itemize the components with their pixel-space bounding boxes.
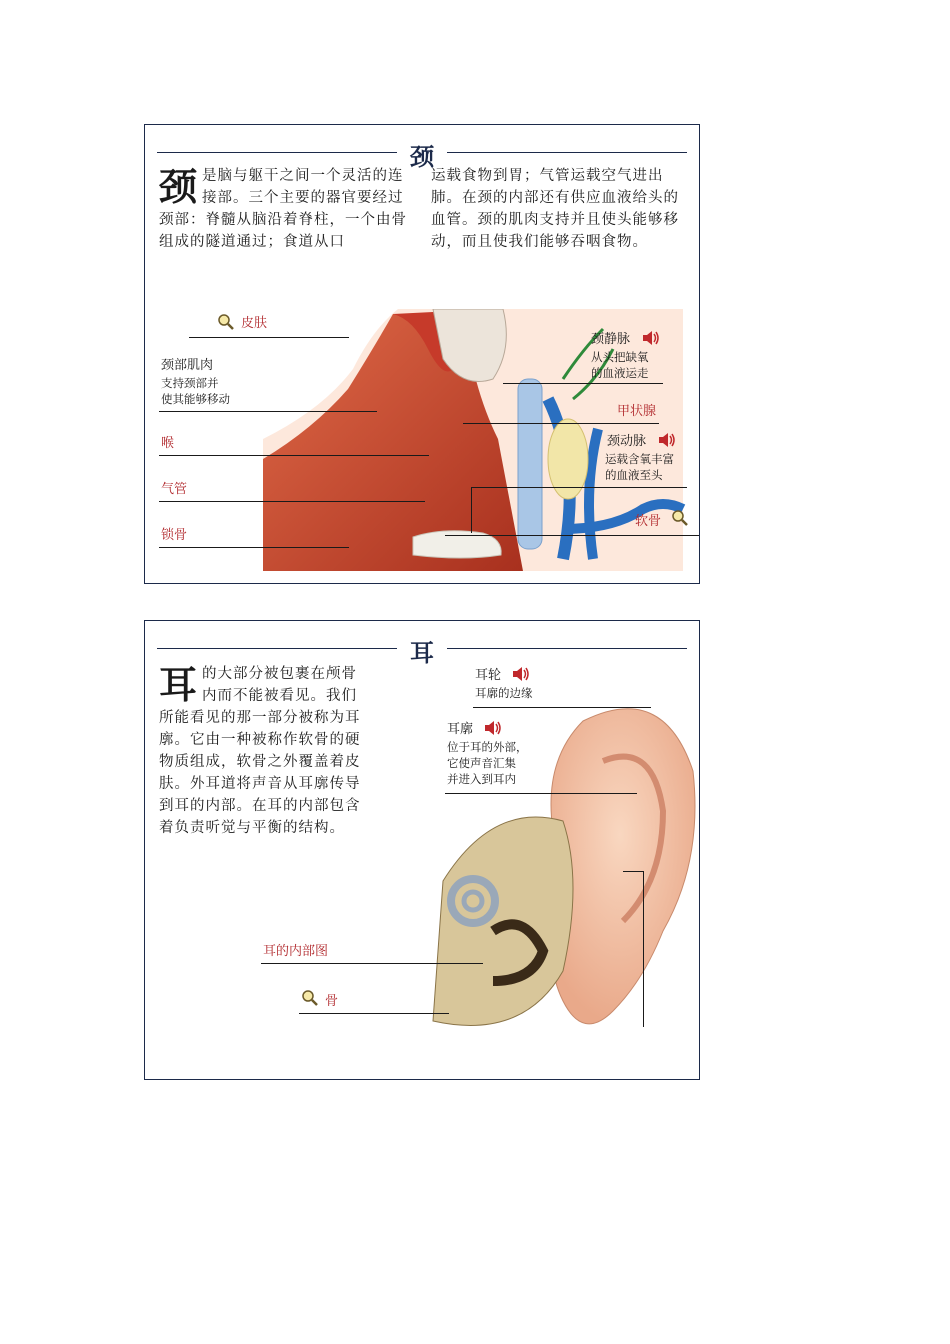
ear-dropcap: 耳 xyxy=(159,662,199,707)
leader-canal xyxy=(623,871,643,872)
label-larynx: 喉 xyxy=(161,436,175,451)
leader-cartilage xyxy=(445,535,699,536)
speaker-icon[interactable] xyxy=(641,329,661,351)
leader-larynx xyxy=(159,455,429,456)
jugular-desc: 从头把缺氧 的血液运走 xyxy=(591,350,649,380)
label-thyroid: 甲状腺 xyxy=(617,404,657,419)
helix-desc: 耳廓的边缘 xyxy=(475,686,533,700)
label-jugular: 颈静脉 xyxy=(591,332,631,347)
leader-canal-vert xyxy=(643,871,644,1027)
leader-carotid-vert xyxy=(471,487,472,533)
speaker-icon[interactable] xyxy=(511,665,531,687)
speaker-icon[interactable] xyxy=(483,719,503,741)
leader-auricle xyxy=(445,793,637,794)
leader-muscle xyxy=(159,411,377,412)
ear-card xyxy=(144,620,700,1080)
magnifier-icon[interactable] xyxy=(671,509,689,531)
leader-clavicle xyxy=(159,547,349,548)
label-auricle: 耳廓 xyxy=(447,722,474,737)
leader-trachea xyxy=(159,501,425,502)
leader-jugular xyxy=(503,383,663,384)
magnifier-icon[interactable] xyxy=(301,989,319,1011)
label-carotid: 颈动脉 xyxy=(607,434,647,449)
label-inner-ear: 耳的内部图 xyxy=(263,944,329,959)
neck-paragraph-right: 运载食物到胃；气管运载空气进出肺。在颈的内部还有供应血液给头的血管。颈的肌肉支持并且使头能够移动，而且使我们能够吞咽食物。 xyxy=(431,168,679,250)
ear-para-text: 的大部分被包裹在颅骨内而不能被看见。我们所能看见的那一部分被称为耳廓。它由一种被称作软骨的硬物质组成，软骨之外覆盖着皮肤。外耳道将声音从耳廓传导到耳的内部。在耳的内部包含着负责听觉与平衡的结构。 xyxy=(159,666,361,836)
label-cartilage: 软骨 xyxy=(635,514,662,529)
ear-title-row xyxy=(157,633,687,667)
speaker-icon[interactable] xyxy=(657,431,677,453)
ear-paragraph xyxy=(159,663,369,839)
neck-card xyxy=(144,124,700,584)
label-trachea: 气管 xyxy=(161,482,188,497)
leader-helix xyxy=(473,707,651,708)
carotid-desc: 运载含氧丰富 的血液至头 xyxy=(605,452,674,482)
label-bone: 骨 xyxy=(325,994,339,1009)
auricle-desc: 位于耳的外部， 它使声音汇集 并进入到耳内 xyxy=(447,740,528,786)
label-skin: 皮肤 xyxy=(241,316,268,331)
neck-para-left-text: 是脑与躯干之间一个灵活的连接部。三个主要的器官要经过颈部：脊髓从脑沿着脊柱，一个由骨组成的隧道通过；食道从口 xyxy=(159,168,407,250)
label-muscle: 颈部肌肉 xyxy=(161,358,214,373)
label-helix: 耳轮 xyxy=(475,668,502,683)
neck-paragraph-left xyxy=(159,165,417,253)
magnifier-icon[interactable] xyxy=(217,313,235,335)
neck-dropcap: 颈 xyxy=(159,164,199,209)
leader-carotid xyxy=(471,487,687,488)
leader-inner-ear xyxy=(261,963,483,964)
neck-title: 颈 xyxy=(410,142,434,171)
ear-title: 耳 xyxy=(410,638,434,667)
trachea-shape xyxy=(518,379,542,549)
muscle-desc: 支持颈部并 使其能够移动 xyxy=(161,376,230,406)
leader-skin xyxy=(189,337,349,338)
label-clavicle: 锁骨 xyxy=(161,528,188,543)
leader-bone xyxy=(299,1013,449,1014)
neck-title-row xyxy=(157,137,687,171)
leader-thyroid xyxy=(463,423,659,424)
